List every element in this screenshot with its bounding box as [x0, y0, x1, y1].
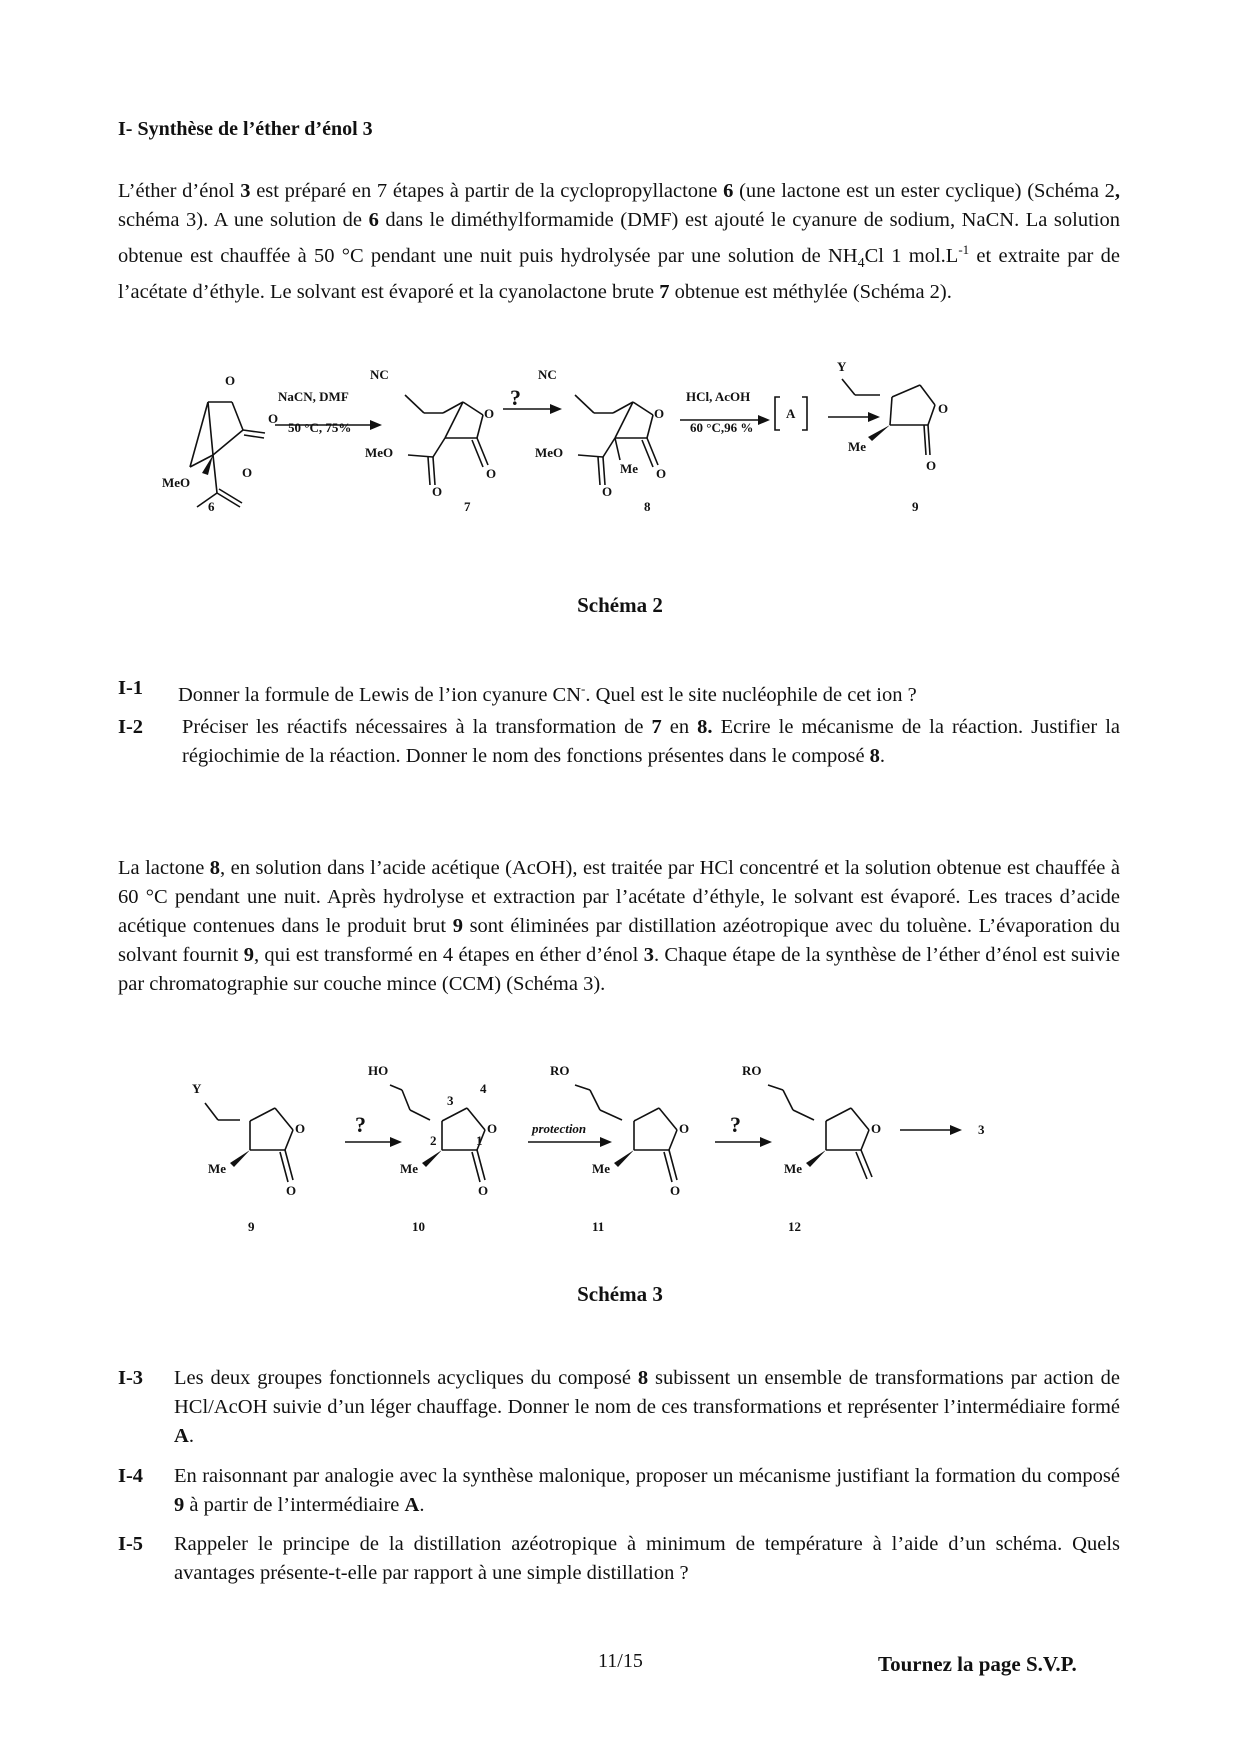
s2-o-carbonyl-7: O — [486, 466, 497, 481]
s2-meo-6: MeO — [162, 475, 191, 490]
s3-o-ring-11: O — [679, 1121, 690, 1136]
s2-o-ring-7: O — [484, 406, 495, 421]
s2-o-ring-9: O — [938, 401, 949, 416]
scheme-3-figure — [150, 1063, 1110, 1265]
s3-y-9: Y — [192, 1081, 202, 1096]
section-heading: I- Synthèse de l’éther d’énol 3 — [118, 118, 373, 140]
compound-7-structure — [405, 395, 488, 485]
question-label: I-4 — [118, 1465, 144, 1487]
s3-o-ring-10: O — [487, 1121, 498, 1136]
s3-arrow3-top: ? — [730, 1112, 741, 1137]
compound-number-9: 9 — [912, 499, 919, 514]
s2-arrow3-top: HCl, AcOH — [686, 389, 751, 404]
s2-meo-8: MeO — [535, 445, 564, 460]
compound-8-structure — [575, 395, 658, 485]
s2-arrow3-bottom: 60 °C,96 % — [690, 420, 754, 435]
turn-page-note: Tournez la page S.V.P. — [878, 1652, 1077, 1676]
s3-compound-number-9: 9 — [248, 1219, 255, 1234]
question-label: I-3 — [118, 1367, 144, 1389]
compound-6-structure — [190, 402, 265, 507]
s2-o-ester-8: O — [602, 484, 613, 499]
s3-me-9: Me — [208, 1161, 227, 1176]
s3-ro-12: RO — [742, 1063, 762, 1078]
s2-o-ester-6: O — [242, 465, 253, 480]
s3-o-carbonyl-11: O — [670, 1183, 681, 1198]
s2-y-9: Y — [837, 359, 847, 374]
s2-me-9: Me — [848, 439, 867, 454]
s2-nc-8: NC — [538, 367, 557, 382]
s3-o-carbonyl-9: O — [286, 1183, 297, 1198]
s3-me-12: Me — [784, 1161, 803, 1176]
question-i-3: I-3 Les deux groupes fonctionnels acycliques du composé 8 subissent un ensemble de transformations par action de HCl/AcOH suivie d’un léger chauffage. Donner le nom de ces transformations et représenter l’intermédiaire formé A. — [118, 1364, 1120, 1451]
s3-compound-number-12: 12 — [788, 1219, 801, 1234]
s3-atom-2: 2 — [430, 1133, 437, 1148]
scheme-2-figure — [150, 359, 1110, 585]
s3-atom-3: 3 — [447, 1093, 454, 1108]
s3-ro-11: RO — [550, 1063, 570, 1078]
s3-atom-4: 4 — [480, 1081, 487, 1096]
page-number: 11/15 — [598, 1650, 643, 1672]
s3-o-carbonyl-10: O — [478, 1183, 489, 1198]
s2-meo-7: MeO — [365, 445, 394, 460]
s3-final-product-3: 3 — [978, 1122, 985, 1137]
s2-o-ester-7: O — [432, 484, 443, 499]
scheme-2-caption: Schéma 2 — [577, 593, 663, 617]
s3-arrow1-top: ? — [355, 1112, 366, 1137]
compound-number-8: 8 — [644, 499, 651, 514]
question-i-1: I-1 Donner la formule de Lewis de l’ion cyanure CN-. Quel est le site nucléophile de cet ion ? — [118, 674, 1120, 710]
s3-me-11: Me — [592, 1161, 611, 1176]
s3-me-10: Me — [400, 1161, 419, 1176]
question-i-4: I-4 En raisonnant par analogie avec la synthèse malonique, proposer un mécanisme justifiant la formation du composé 9 à partir de l’intermédiaire A. — [118, 1462, 1120, 1520]
question-label: I-1 — [118, 677, 144, 699]
question-label: I-5 — [118, 1533, 144, 1555]
s3-o-ring-9: O — [295, 1121, 306, 1136]
s2-me-8: Me — [620, 461, 639, 476]
s3-ho-10: HO — [368, 1063, 389, 1078]
s3-arrow2-top: protection — [532, 1121, 587, 1136]
lactone-paragraph: La lactone 8, en solution dans l’acide acétique (AcOH), est traitée par HCl concentré et la solution obtenue est chauffée à 60 °C pendant une nuit. Après hydrolyse et extraction par l’acétate d’éthyle, le solvant est évaporé. Les traces d’acide acétique contenues dans le produit brut 9 sont éliminées par distillation azéotropique avec du toluène. L’évaporation du solvant fournit 9, qui est transformé en 4 étapes en éther d’énol 3. Chaque étape de la synthèse de l’éther d’énol est suivie par chromatographie sur couche mince (CCM) (Schéma 3). — [118, 857, 1120, 995]
s2-o-ring-6: O — [225, 373, 236, 388]
s2-o-ring-8: O — [654, 406, 665, 421]
s2-o-carbonyl-9: O — [926, 458, 937, 473]
question-i-5: I-5 Rappeler le principe de la distillation azéotropique à minimum de température à l’aide d’un schéma. Quels avantages présente-t-elle par rapport à une simple distillation ? — [118, 1530, 1120, 1588]
s2-arrow1-top: NaCN, DMF — [278, 389, 349, 404]
s3-o-ring-12: O — [871, 1121, 882, 1136]
s2-arrow2-top: ? — [510, 385, 521, 410]
compound-number-6: 6 — [208, 499, 215, 514]
intro-paragraph: L’éther d’énol 3 est préparé en 7 étapes à partir de la cyclopropyllactone 6 (une lactone est un ester cyclique) (Schéma 2, schéma 3). A une solution de 6 dans le diméthylformamide (DMF) est ajouté le cyanure de sodium, NaCN. La solution obtenue est chauffée à 50 °C pendant une nuit puis hydrolysée par une solution de $NH_4Cl$ 1 $mol.L^{-1}$ et extraite par de l’acétate d’éthyle. Le solvant est évaporé et la cyanolactone brute 7 obtenue est méthylée (Schéma 2). — [118, 180, 1121, 303]
compound-number-7: 7 — [464, 499, 471, 514]
s3-compound-number-10: 10 — [412, 1219, 425, 1234]
s3-atom-1: 1 — [476, 1133, 483, 1148]
compound-11-structure — [575, 1085, 677, 1182]
s2-nc-7: NC — [370, 367, 389, 382]
question-label: I-2 — [118, 716, 144, 738]
scheme-3-caption: Schéma 3 — [577, 1282, 663, 1306]
s3-compound-number-11: 11 — [592, 1219, 605, 1234]
s2-o-carbonyl-6: O — [268, 411, 279, 426]
s2-o-carbonyl-8: O — [656, 466, 667, 481]
s2-intermediate-a: A — [786, 406, 796, 421]
question-i-2: I-2 Préciser les réactifs nécessaires à la transformation de 7 en 8. Ecrire le mécanisme de la réaction. Justifier la régiochimie de la réaction. Donner le nom des fonctions présentes dans le composé 8. — [118, 713, 1120, 771]
s2-arrow1-bottom: 50 °C, 75% — [288, 420, 352, 435]
